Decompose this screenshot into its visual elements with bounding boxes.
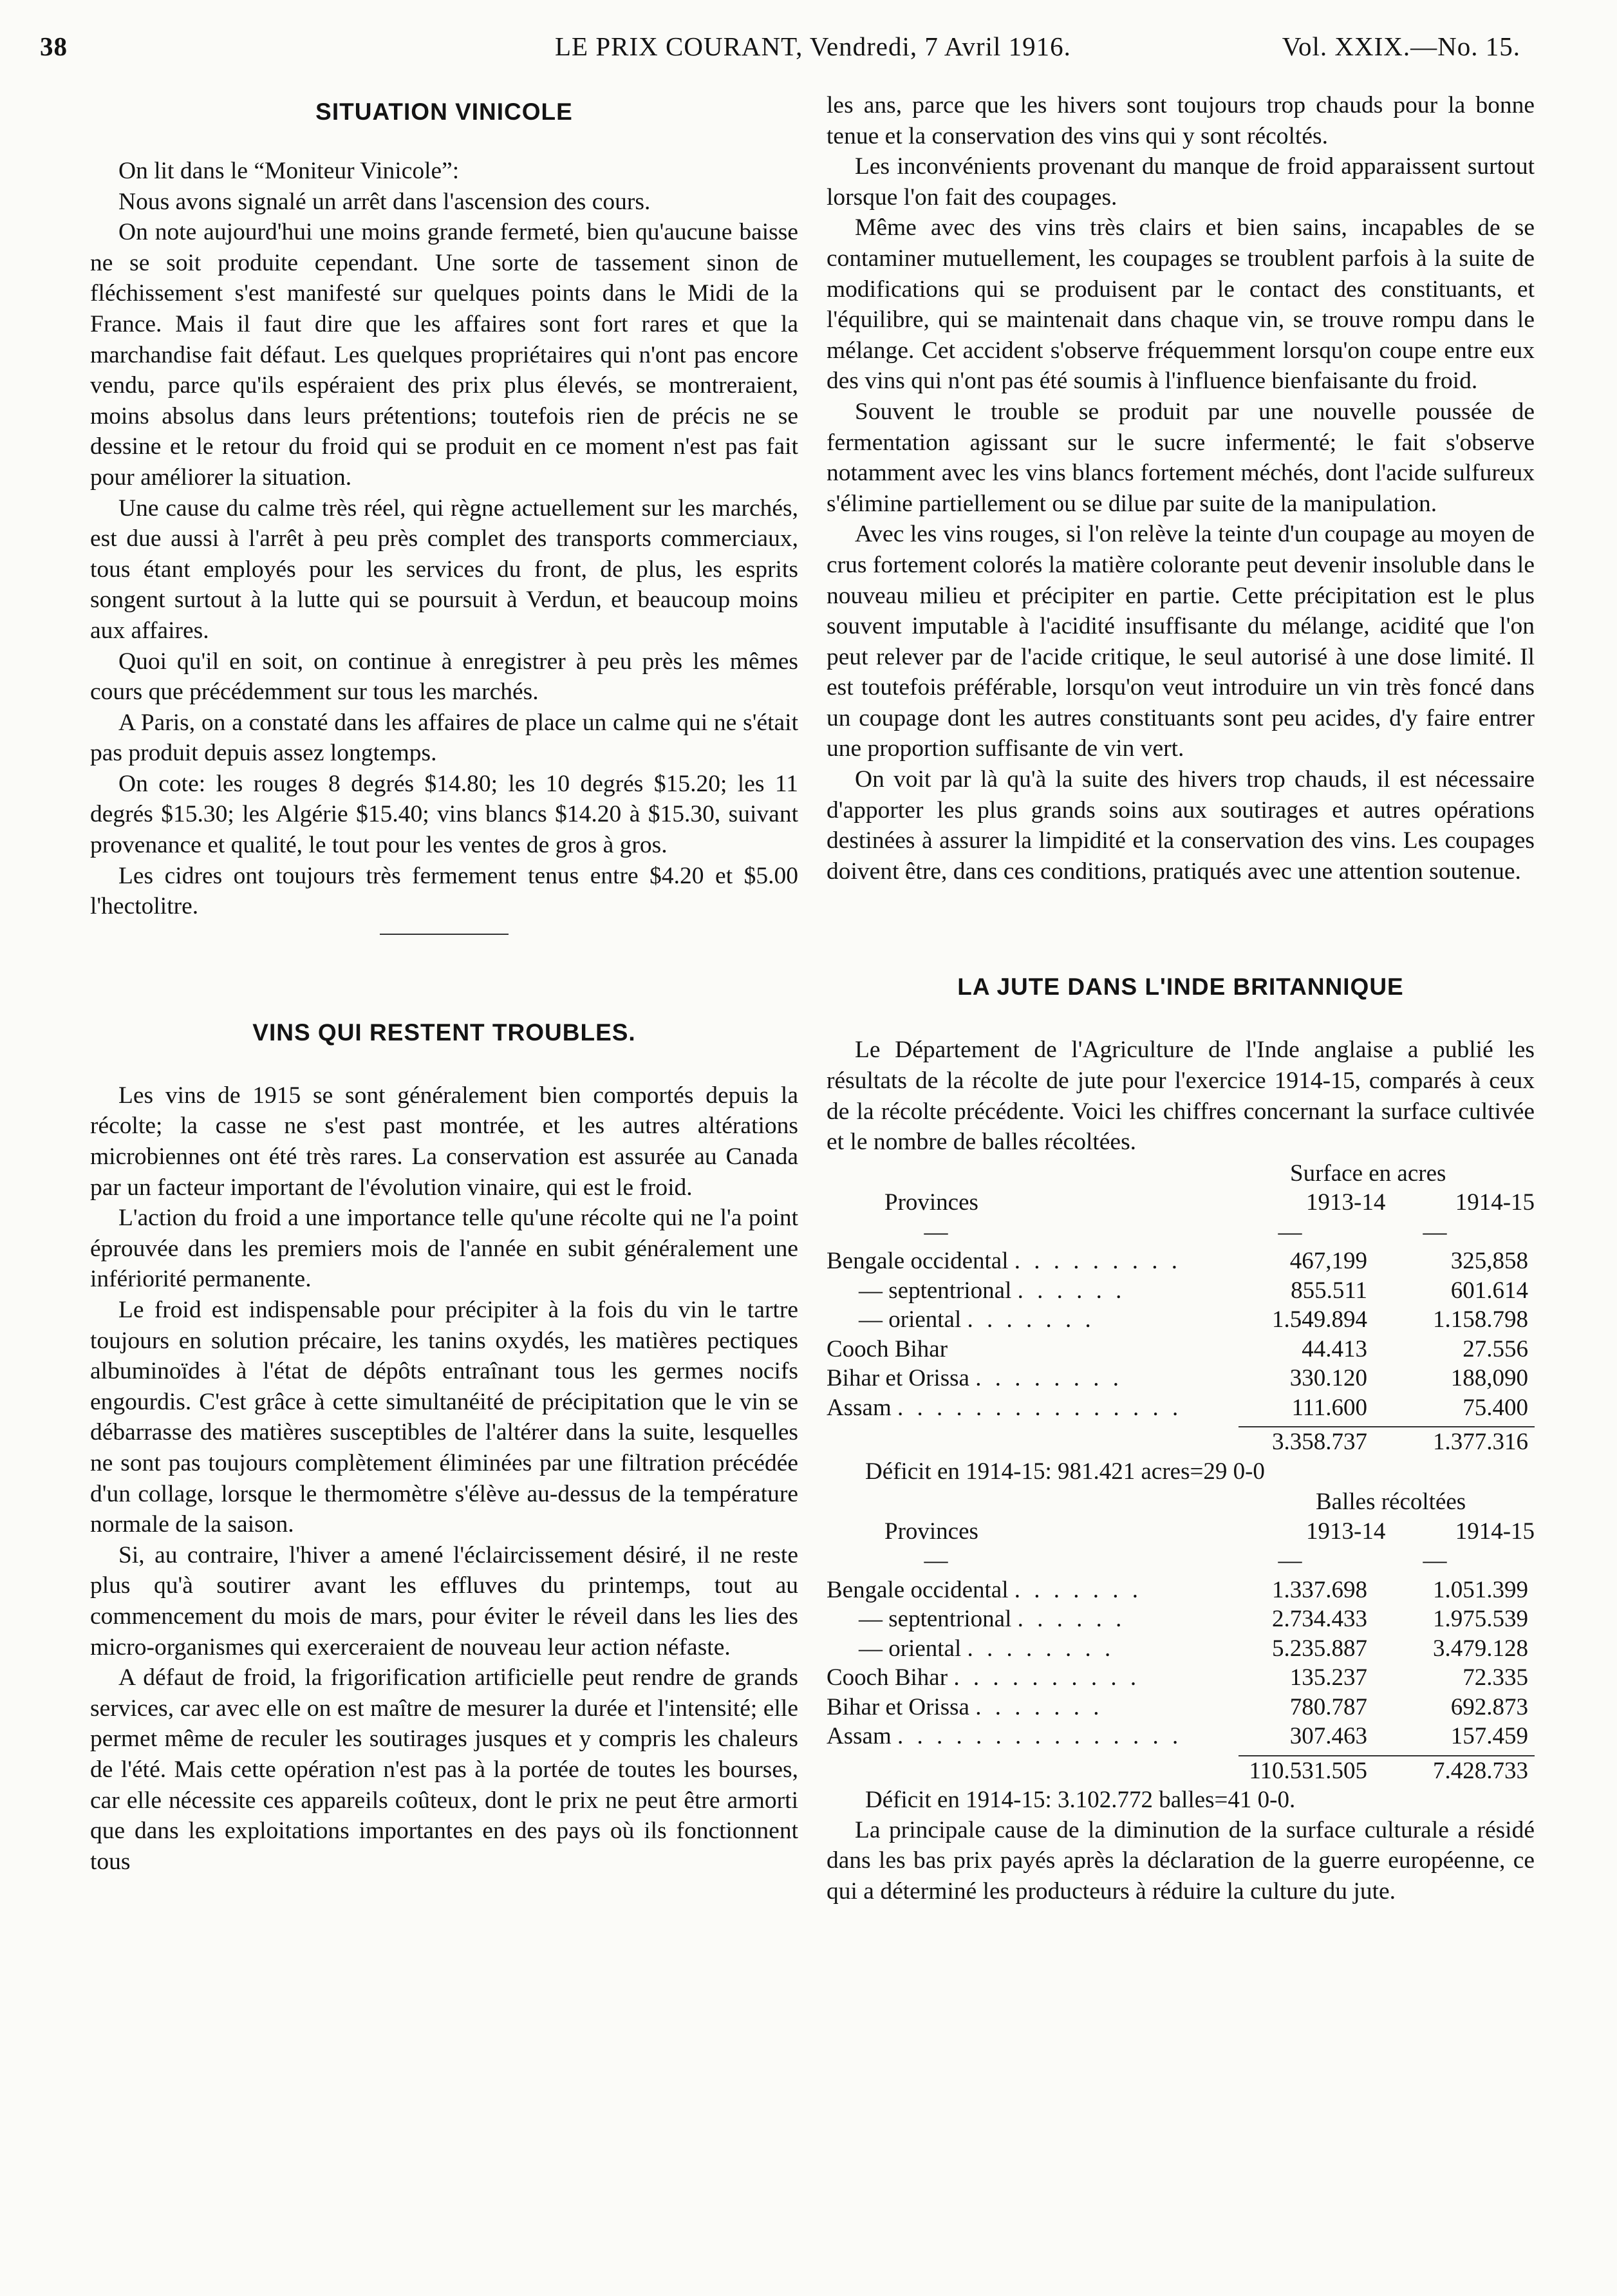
vins-continued-paragraph: Avec les vins rouges, si l'on relève la teinte d'un coupage au moyen de crus fortement colorés la matière colorante peut devenir insoluble dans le nouveau milieu et précipiter en partie. Cette précipitation est le plus souvent imputable à l'acidité insuffisante du mélange, acidité que l'on peut relever par de l'acide critique, le seul autorisé à une dose limité. Il est toutefois préférable, lorsqu'on veut introduire un vin très foncé dans un coupage dont les autres constituants sont peu acides, d'y faire entrer une proportion suffisante de vin vert. — [827, 521, 1535, 762]
situation-paragraph: On lit dans le “Moniteur Vinicole”: — [118, 158, 460, 184]
col-1914: 1914-15 — [1455, 1189, 1535, 1216]
vins-paragraph: A défaut de froid, la frigorification artificielle peut rendre de grands services, car avec elle on est maître de mesurer la durée et l'intensité; elle permet même de reculer les soutirages jusques et y compris les chaleurs de l'été. Mais cette opération n'est pas à la portée de toutes les bourses, car elle nécessite ces appareils coûteux, dont le prix ne peut être armorti que dans les exploitations importantes en des pays où ils fonctionnent tous — [90, 1664, 798, 1875]
vins-continued-paragraph: Souvent le trouble se produit par une nouvelle poussée de fermentation agissant sur le sucre infermenté; le fait s'observe notamment avec les vins blancs fortement méchés, dont l'acide sulfureux s'élimine partiellement ou se dilue par suite de la manipulation. — [827, 398, 1535, 517]
table-total-row: 110.531.505 7.428.733 — [1249, 1757, 1528, 1784]
jute-title: LA JUTE DANS L'INDE BRITANNIQUE — [957, 974, 1404, 1001]
table-dash-row: — — — — [924, 1218, 1447, 1245]
table-total-row: 3.358.737 1.377.316 — [1272, 1429, 1528, 1456]
volume-number: Vol. XXIX.—No. 15. — [1282, 32, 1520, 61]
vins-paragraph: L'action du froid a une importance telle qu'une récolte qui ne l'a point éprouvée dans les premiers mois de l'année en subit généralement une infériorité permanente. — [90, 1205, 798, 1293]
col-1913: 1913-14 — [1306, 1189, 1386, 1216]
table-row: Bihar et Orissa . . . . . . . . 330.120 188,090 — [827, 1365, 1528, 1392]
table-row: Bengale occidental . . . . . . . . . 467,199 325,858 — [827, 1248, 1528, 1275]
page-number: 38 — [40, 32, 68, 61]
vins-continued-paragraph: Même avec des vins très clairs et bien sains, incapables de se contaminer mutuellement, les coupages se troublent parfois à la suite de modifications qui se produisent par le contact des constituants, et l'équilibre, qui se maintenait dans chaque vin, se trouve rompu dans le mélange. Cet accident s'observe fréquemment lorsqu'on coupe entre eux des vins qui n'ont pas été soumis à l'influence bienfaisante du froid. — [827, 214, 1535, 395]
situation-paragraph: Quoi qu'il en soit, on continue à enregistrer à peu près les mêmes cours que précédemment sur tous les marchés. — [90, 648, 798, 706]
page-header — [40, 23, 1520, 68]
table-row: — septentrional . . . . . . 2.734.433 1.975.539 — [859, 1606, 1528, 1633]
section-divider — [380, 934, 509, 935]
col-provinces: Provinces — [884, 1189, 978, 1216]
vins-continued-paragraph: Les inconvénients provenant du manque de froid apparaissent surtout lorsque l'on fait des coupages. — [827, 153, 1535, 211]
situation-paragraph: Nous avons signalé un arrêt dans l'ascension des cours. — [118, 188, 651, 215]
table-header-row — [827, 1188, 1535, 1218]
situation-title: SITUATION VINICOLE — [315, 99, 573, 125]
jute-conclusion: La principale cause de la diminution de la surface culturale a résidé dans les bas prix payés après la déclaration de la guerre européenne, ce qui a déterminé les producteurs à réduire la culture du jute. — [827, 1816, 1535, 1905]
col-1914: 1914-15 — [1455, 1518, 1535, 1545]
left-column — [90, 90, 798, 1877]
table-row: — oriental . . . . . . . . 5.235.887 3.479.128 — [859, 1635, 1528, 1662]
table-row: — oriental . . . . . . . 1.549.894 1.158.798 — [859, 1306, 1528, 1333]
table-row: Bengale occidental . . . . . . . 1.337.698 1.051.399 — [827, 1576, 1528, 1603]
right-column — [827, 90, 1535, 1907]
table-super-header: Balles récoltées — [1316, 1489, 1466, 1516]
table-row: Bihar et Orissa . . . . . . . 780.787 692.873 — [827, 1693, 1528, 1720]
situation-paragraph: On note aujourd'hui une moins grande fermeté, bien qu'aucune baisse ne se soit produite cependant. Une sorte de tassement sinon de fléchissement s'est manifesté sur quelques points dans le Midi de la France. Mais il faut dire que les affaires sont fort rares et que la marchandise fait défaut. Les quelques propriétaires qui n'ont pas encore vendu, parce qu'ils espéraient des prix plus élevés, se montreraient, moins absolus dans leurs prétentions; toutefois rien de précis ne se dessine et le retour du froid qui se produit en ce moment n'est pas fait pour améliorer la situation. — [90, 219, 798, 491]
situation-paragraph: On cote: les rouges 8 degrés $14.80; les 10 degrés $15.20; les 11 degrés $15.30; les Algérie $15.40; vins blancs $14.20 à $15.30, suivant provenance et qualité, le tout pour les ventes de gros à gros. — [90, 770, 798, 859]
jute-intro: Le Département de l'Agriculture de l'Inde anglaise a publié les résultats de la récolte de jute pour l'exercice 1914-15, comparés à ceux de la récolte précédente. Voici les chiffres concernant la surface cultivée et le nombre de balles récoltées. — [827, 1037, 1535, 1156]
table-header-row — [827, 1517, 1535, 1547]
vins-continued-paragraph: les ans, parce que les hivers sont toujours trop chauds pour la bonne tenue et la conservation des vins qui y sont récoltés. — [827, 92, 1535, 149]
situation-paragraph: A Paris, on a constaté dans les affaires de place un calme qui ne s'était pas produit depuis assez longtemps. — [90, 709, 798, 767]
vins-paragraph: Si, au contraire, l'hiver a amené l'éclaircissement désiré, il ne reste plus qu'à soutirer avant les effluves du printemps, tout au commencement du mois de mars, pour éviter le réveil dans les lies des micro-organismes qui exerceraient de nouveau leur action néfaste. — [90, 1541, 798, 1661]
table-row: Cooch Bihar . . . . . . . . . . 135.237 72.335 — [827, 1664, 1528, 1691]
vins-paragraph: Les vins de 1915 se sont généralement bien comportés depuis la récolte; la casse ne s'est past montrée, et les autres altérations microbiennes ont été très rares. La conservation est assurée au Canada par un facteur important de l'évolution vinaire, qui est le froid. — [90, 1082, 798, 1201]
surface-deficit: Déficit en 1914-15: 981.421 acres=29 0-0 — [865, 1458, 1265, 1485]
vins-title: VINS QUI RESTENT TROUBLES. — [252, 1019, 636, 1046]
col-1913: 1913-14 — [1306, 1518, 1386, 1545]
publication-line: LE PRIX COURANT, Vendredi, 7 Avril 1916. — [555, 32, 1071, 61]
table-dash-row: — — — — [924, 1547, 1447, 1574]
bales-deficit: Déficit en 1914-15: 3.102.772 balles=41 0-0. — [865, 1787, 1296, 1814]
table-row: — septentrional . . . . . . 855.511 601.614 — [859, 1277, 1528, 1304]
col-provinces: Provinces — [884, 1518, 978, 1545]
table-row: Cooch Bihar 44.413 27.556 — [827, 1335, 1528, 1362]
situation-paragraph: Les cidres ont toujours très fermement tenus entre $4.20 et $5.00 l'hectolitre. — [90, 862, 798, 920]
jute-surface-table — [827, 1159, 1535, 1487]
table-row: Assam . . . . . . . . . . . . . . . 111.600 75.400 — [827, 1394, 1528, 1421]
vins-paragraph: Le froid est indispensable pour précipiter à la fois du vin le tartre toujours en solution précaire, les tanins oxydés, les matières pectiques albuminoïdes à l'état de dépôts entraînant tous les germes nocifs engourdis. C'est grâce à cette simultanéité de précipitation que le vin se débarrasse des matières susceptibles de l'altérer dans la suite, lesquelles ne sont pas toujours complètement éliminées par une filtration précédée d'un collage, lorsque le thermomètre s'élève au-dessus de la température normale de la saison. — [90, 1297, 798, 1538]
situation-paragraph: Une cause du calme très réel, qui règne actuellement sur les marchés, est due aussi à l'arrêt à peu près complet des transports commerciaux, tous étant employés pour les services du front, de plus, les esprits songent surtout à la lutte qui se poursuit à Verdun, et beaucoup moins aux affaires. — [90, 494, 798, 644]
jute-bales-table — [827, 1487, 1535, 1815]
table-row: Assam . . . . . . . . . . . . . . . 307.463 157.459 — [827, 1723, 1528, 1750]
table-super-header: Surface en acres — [1290, 1160, 1446, 1187]
vins-continued-paragraph: On voit par là qu'à la suite des hivers trop chauds, il est nécessaire d'apporter les plus grands soins aux soutirages et autres opérations destinées à assurer la limpidité et la conservation des vins. Les coupages doivent être, dans ces conditions, pratiqués avec une attention soutenue. — [827, 766, 1535, 885]
